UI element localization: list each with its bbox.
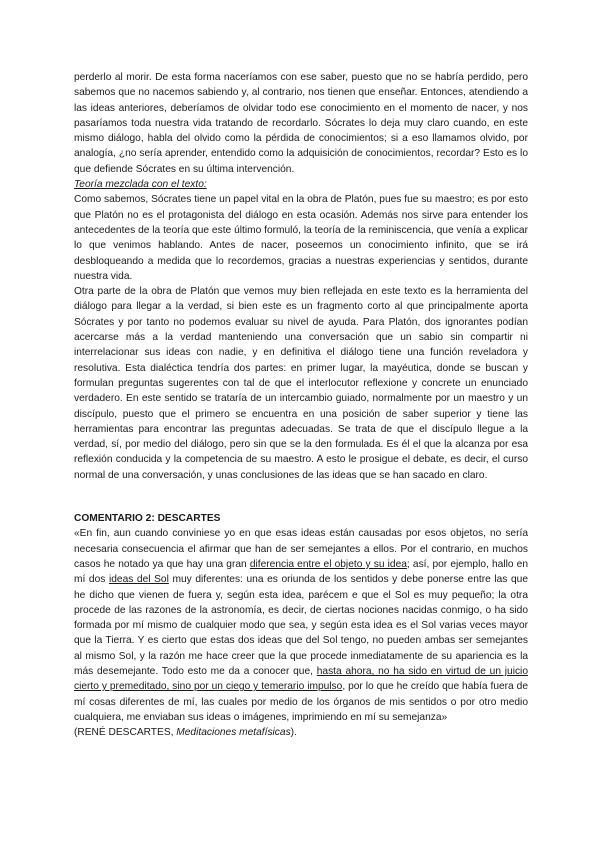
quote-text-1: «En fin, aun cuando conviniese yo en que esas ideas están causadas por esos objetos, no sería necesaria consecuencia el afirmar que han de ser semejantes a ellos. Por el contrario, en muchos casos he notado ya que hay una gran [74, 528, 528, 570]
quote-text-3: muy diferentes: una es oriunda de los sentidos y debe ponerse entre las que he dicho que vienen de fuera y, según esta idea, parécem e que el Sol es muy pequeño; la otra procede de las razones de la astronomía, es decir, de ciertas nociones nacidas conmigo, o ha sido formada por mí mismo de cualquier modo que sea, y según esta idea es el Sol varias veces mayor que la Tierra. Y es cierto que estas dos ideas que del Sol tengo, no pueden ambas ser semejantes al mismo Sol, y la razón me hace creer que la que procede inmediatamente de su apariencia es la más desemejante. Todo esto me da a conocer que, [74, 574, 529, 677]
document-body [74, 70, 528, 740]
citation-author: (RENÉ DESCARTES, [74, 727, 177, 739]
section-heading: Teoría mezclada con el texto: [74, 179, 207, 191]
paragraph-socrates-role: Como sabemos, Sócrates tiene un papel vital en la obra de Platón, pues fue su maestro; es por esto que Platón no es el protagonista del diálogo en esta ocasión. Además nos sirve para entender los antecedentes de la teoría que este último formuló, la teoría de la reminiscencia, que venía a explicar lo que venimos hablando. Antes de nacer, poseemos un conocimiento infinito, que se irá desbloqueando a medida que lo recordemos, gracias a nuestras experiencias y sentidos, durante nuestra vida. [74, 194, 528, 282]
descartes-quote [74, 526, 528, 725]
quote-underline-3: hasta ahora, no ha sido en virtud de un juicio cierto y premeditado, sino por un ciego y temerario impulso [74, 665, 528, 693]
citation [74, 725, 528, 740]
citation-end: ). [290, 727, 297, 739]
quote-underline-2: ideas del Sol [108, 574, 169, 586]
comentario-title: COMENTARIO 2: DESCARTES [74, 513, 221, 525]
quote-text-2: ; así, por ejemplo, hallo en mí dos [74, 558, 528, 586]
intro-paragraph: perderlo al morir. De esta forma naceríamos con ese saber, puesto que no se habría perdido, pero sabemos que no nacemos sabiendo y, al contrario, nos tienen que enseñar. Entonces, atendiendo a las ideas anteriores, deberíamos de olvidar todo ese conocimiento en el momento de nacer, y nos pasaríamos toda nuestra vida tratando de recordarlo. Sócrates lo deja muy claro cuando, en este mismo diálogo, habla del olvido como la pérdida de conocimientos; si a eso llamamos olvido, por analogía, ¿no sería aprender, entendido como la adquisición de conocimientos, recordar? Esto es lo que defiende Sócrates en su última intervención. [74, 72, 528, 175]
paragraph-dialogue-tool: Otra parte de la obra de Platón que vemos muy bien reflejada en este texto es la herramienta del diálogo para llegar a la verdad, si bien este es un fragmento corto al que principalmente aporta Sócrates y por tanto no podemos evaluar su nivel de ayuda. Para Platón, dos ignorantes podían acercarse más a la verdad manteniendo una conversación que un sabio sin compartir ni interrelacionar sus ideas con nadie, y en definitiva el diálogo tiene una función reveladora y resolutiva. Esta dialéctica tendría dos partes: en primer lugar, la mayéutica, donde se buscan y formulan preguntas sugerentes con tal de que el interlocutor reflexione y concrete un enunciado verdadero. En este sentido se trataría de un intercambio guiado, normalmente por un maestro y un discípulo, puesto que el primero se encuentra en una posición de saber superior y tiene las herramientas para encontrar las preguntas adecuadas. Se trata de que el discípulo llegue a la verdad, sí, por medio del diálogo, pero sin que se la den formulada. Es él el que la alcanza por esa reflexión conducida y la competencia de su maestro. A esto le prosigue el debate, es decir, el curso normal de una conversación, y unas conclusiones de las ideas que se han sacado en claro. [74, 286, 528, 481]
citation-work: Meditaciones metafísicas [176, 727, 291, 739]
quote-underline-1: diferencia entre el objeto y su idea [249, 558, 407, 570]
quote-text-4: , por lo que he creído que había fuera de mí cosas diferentes de mí, las cuales por medio de los órganos de mis sentidos o por otro medio cualquiera, me enviaban sus ideas o imágenes, imprimiendo en mí su semejanza» [74, 681, 528, 723]
